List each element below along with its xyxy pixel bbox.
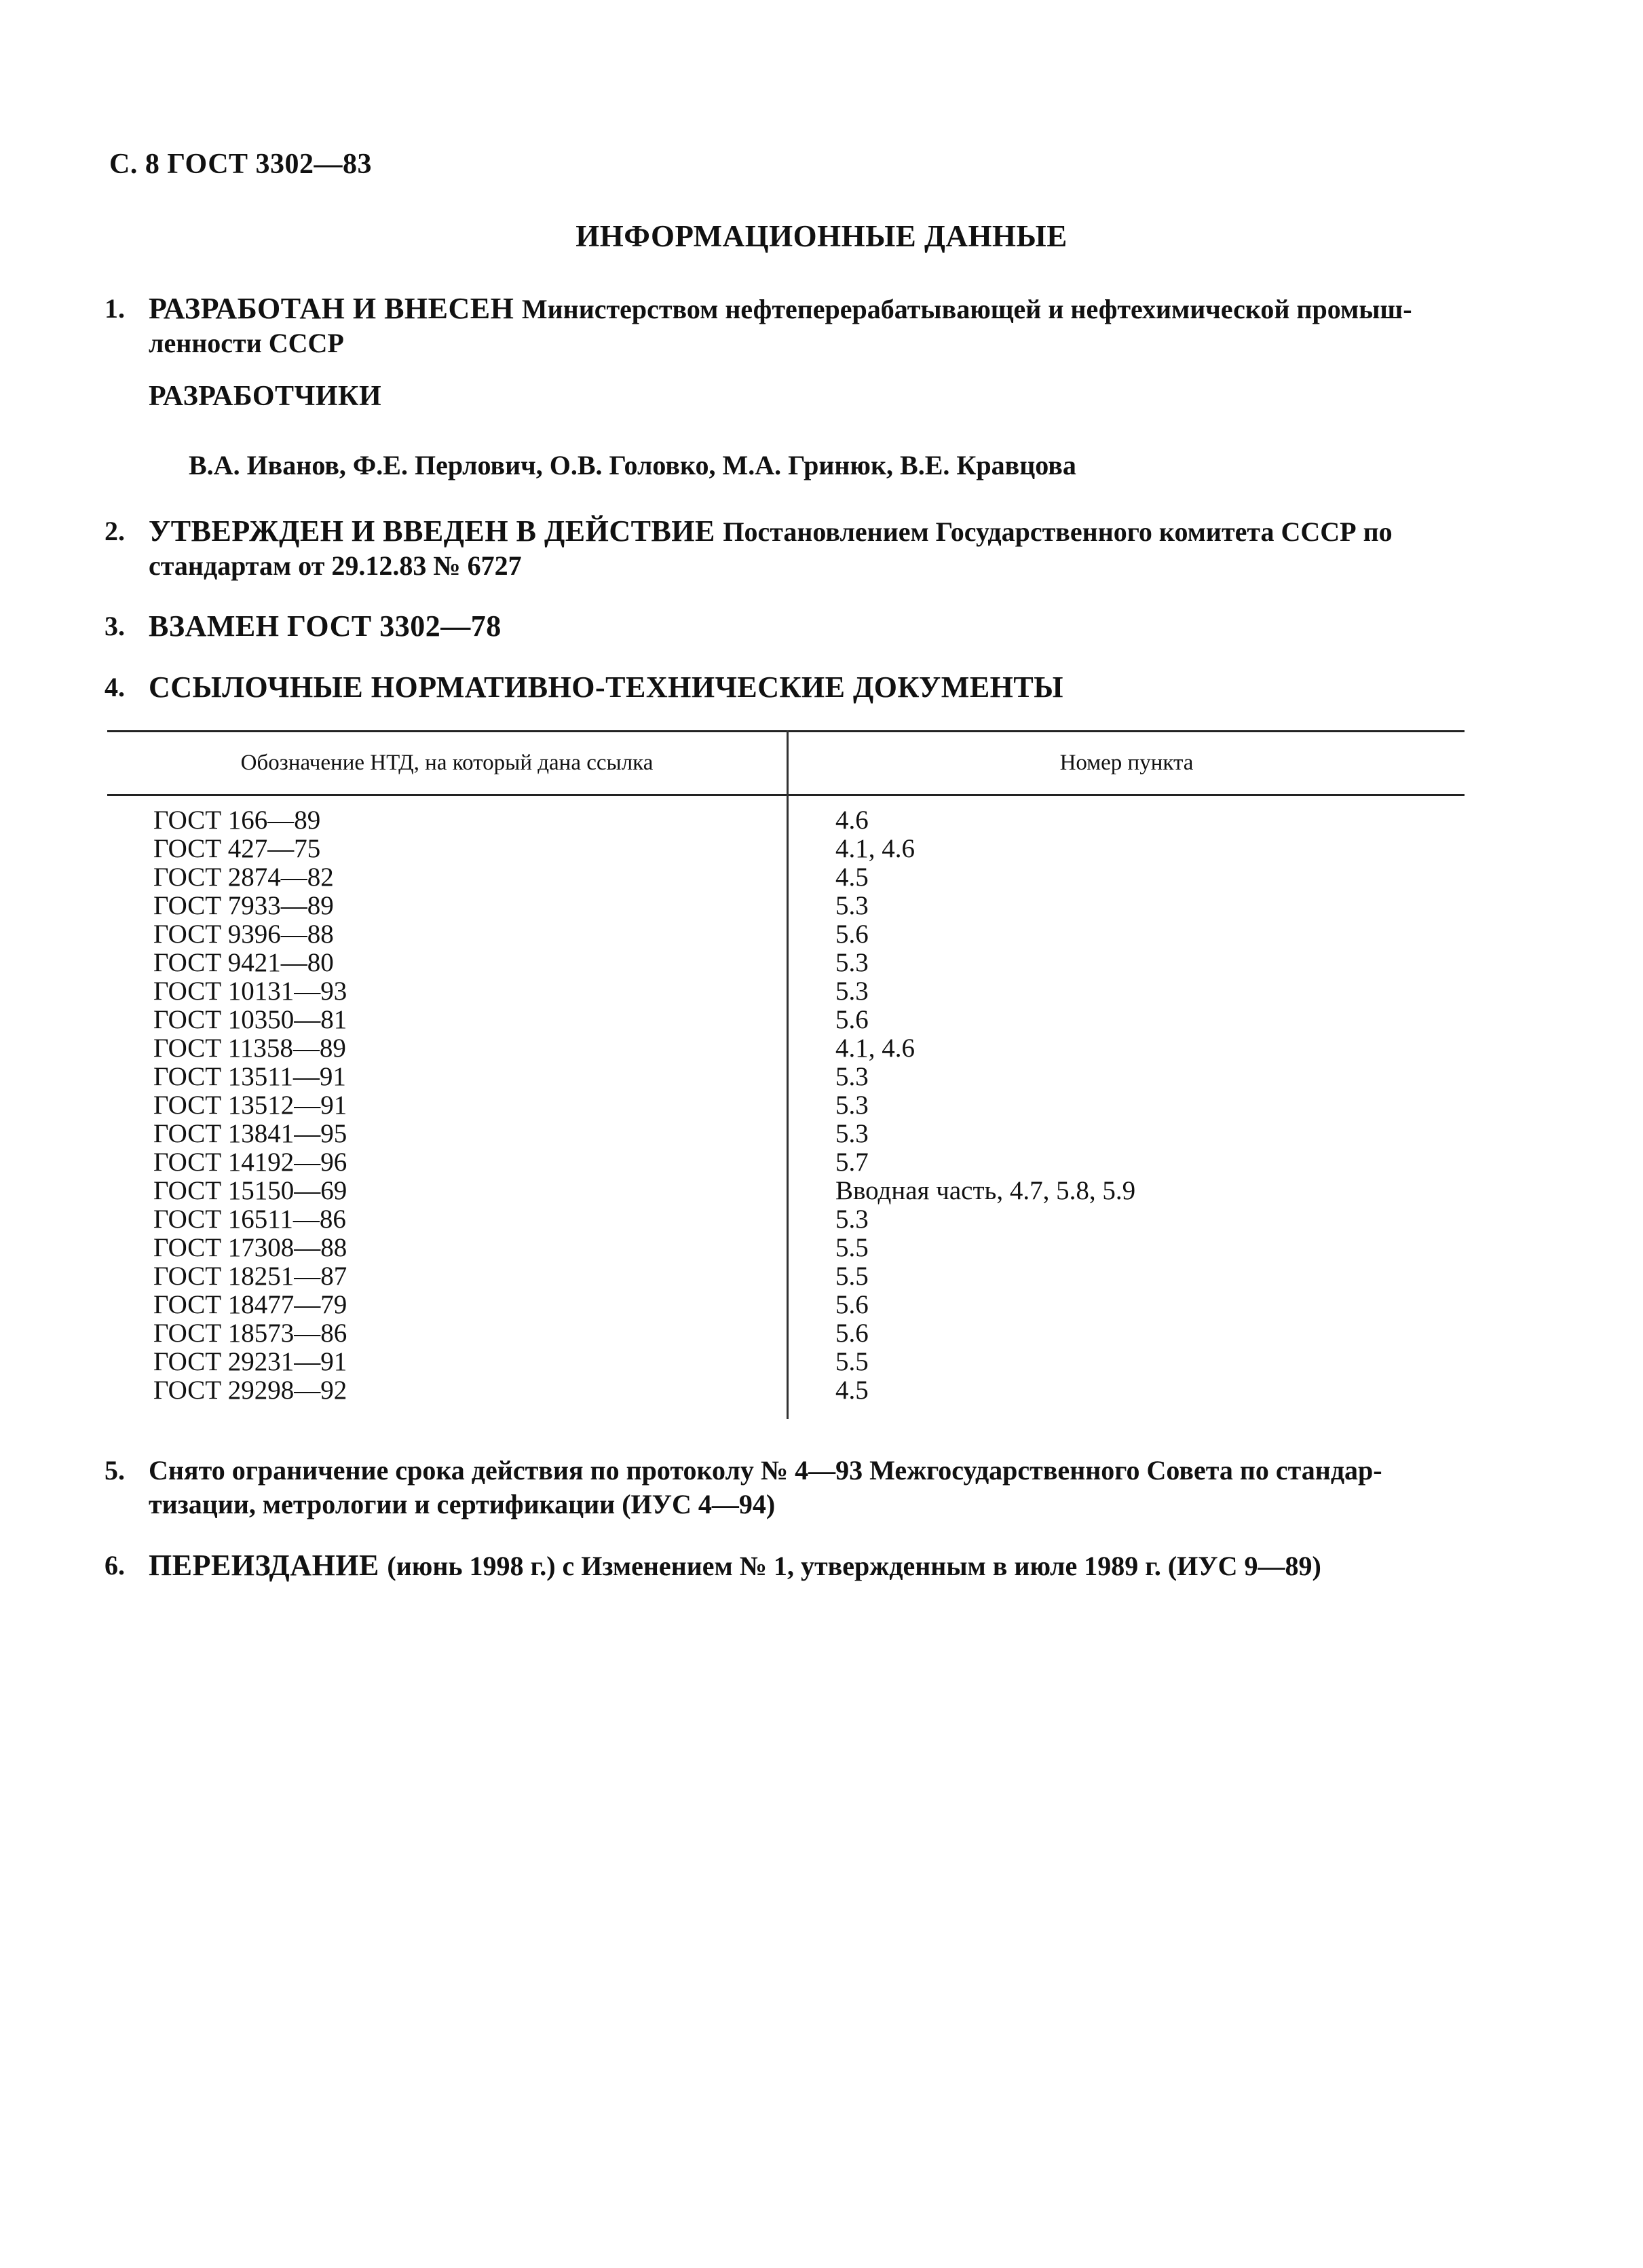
column-header-document: Обозначение НТД, на который дана ссылка xyxy=(240,751,654,775)
table-row xyxy=(107,1177,1465,1205)
cell-clause: 5.3 xyxy=(835,891,869,920)
table-row xyxy=(107,949,1465,977)
cell-clause: 5.3 xyxy=(835,948,869,977)
cell-document: ГОСТ 9396—88 xyxy=(153,920,334,949)
item-number: 1. xyxy=(105,293,125,324)
item-2 xyxy=(105,514,1469,583)
cell-clause: 5.3 xyxy=(835,1205,869,1234)
cell-document: ГОСТ 2874—82 xyxy=(153,863,334,892)
table-row xyxy=(107,1148,1465,1177)
table-row xyxy=(107,977,1465,1006)
cell-clause: 5.3 xyxy=(835,977,869,1006)
item-text xyxy=(149,1454,1469,1522)
page-header: С. 8 ГОСТ 3302—83 xyxy=(109,149,373,180)
cell-clause: Вводная часть, 4.7, 5.8, 5.9 xyxy=(835,1176,1136,1205)
page-title: ИНФОРМАЦИОННЫЕ ДАННЫЕ xyxy=(575,219,1068,253)
cell-clause: 5.6 xyxy=(835,1319,869,1348)
column-header-clause: Номер пункта xyxy=(1059,751,1194,775)
table-row xyxy=(107,835,1465,863)
cell-document: ГОСТ 18251—87 xyxy=(153,1262,347,1291)
cell-clause: 5.3 xyxy=(835,1062,869,1091)
cell-clause: 5.6 xyxy=(835,1005,869,1034)
table-header-rule xyxy=(107,794,1465,796)
table-row xyxy=(107,806,1465,835)
item-number: 6. xyxy=(105,1550,125,1581)
table-row xyxy=(107,1376,1465,1405)
cell-clause: 5.3 xyxy=(835,1091,869,1120)
cell-document: ГОСТ 10131—93 xyxy=(153,977,347,1006)
item-caps-label: ПЕРЕИЗДАНИЕ xyxy=(149,1549,388,1582)
cell-clause: 5.7 xyxy=(835,1148,869,1177)
table-row xyxy=(107,1006,1465,1034)
item-body-continued: тизации, метрологии и сертификации (ИУС 4—94) xyxy=(149,1489,776,1519)
cell-clause: 5.3 xyxy=(835,1119,869,1148)
cell-document: ГОСТ 13512—91 xyxy=(153,1091,347,1120)
item-body: (июнь 1998 г.) с Изменением № 1, утвержденным в июле 1989 г. (ИУС 9—89) xyxy=(387,1551,1321,1581)
table-row xyxy=(107,892,1465,920)
item-3 xyxy=(105,609,1469,644)
cell-document: ГОСТ 14192—96 xyxy=(153,1148,347,1177)
developers-list: В.А. Иванов, Ф.Е. Перлович, О.В. Головко, М.А. Гринюк, В.Е. Кравцова xyxy=(189,450,1076,480)
item-caps-label: РАЗРАБОТАН И ВНЕСЕН xyxy=(149,292,522,325)
cell-document: ГОСТ 18573—86 xyxy=(153,1319,347,1348)
cell-document: ГОСТ 13841—95 xyxy=(153,1119,347,1148)
table-row xyxy=(107,1234,1465,1262)
item-body: Снято ограничение срока действия по протоколу № 4—93 Межгосударственного Совета по стандар- xyxy=(149,1455,1382,1486)
item-caps-label: ВЗАМЕН ГОСТ 3302—78 xyxy=(149,609,502,643)
table-row xyxy=(107,1120,1465,1148)
item-text xyxy=(149,1549,1469,1583)
cell-clause: 5.6 xyxy=(835,1290,869,1319)
item-number: 2. xyxy=(105,516,125,546)
table-row xyxy=(107,1291,1465,1319)
cell-clause: 4.1, 4.6 xyxy=(835,834,915,863)
cell-document: ГОСТ 18477—79 xyxy=(153,1290,347,1319)
cell-document: ГОСТ 29231—91 xyxy=(153,1347,347,1376)
cell-clause: 5.6 xyxy=(835,920,869,949)
table-row xyxy=(107,1063,1465,1091)
cell-document: ГОСТ 10350—81 xyxy=(153,1005,347,1034)
item-5 xyxy=(105,1454,1469,1522)
cell-clause: 4.1, 4.6 xyxy=(835,1034,915,1063)
cell-clause: 4.6 xyxy=(835,806,869,835)
cell-clause: 5.5 xyxy=(835,1347,869,1376)
table-row xyxy=(107,1348,1465,1376)
table-row xyxy=(107,1262,1465,1291)
table-row xyxy=(107,1034,1465,1063)
cell-document: ГОСТ 11358—89 xyxy=(153,1034,346,1063)
cell-document: ГОСТ 13511—91 xyxy=(153,1062,346,1091)
cell-clause: 4.5 xyxy=(835,1376,869,1405)
table-row xyxy=(107,1205,1465,1234)
table-top-rule xyxy=(107,730,1465,732)
item-text xyxy=(149,514,1469,583)
cell-document: ГОСТ 15150—69 xyxy=(153,1176,347,1205)
item-body: Министерством нефтеперерабатывающей и нефтехимической промыш- xyxy=(521,294,1412,324)
developers-heading: РАЗРАБОТЧИКИ xyxy=(149,381,382,412)
cell-clause: 5.5 xyxy=(835,1262,869,1291)
item-1 xyxy=(105,292,1469,360)
item-text xyxy=(149,670,1469,705)
table-row xyxy=(107,863,1465,892)
cell-clause: 4.5 xyxy=(835,863,869,892)
cell-document: ГОСТ 17308—88 xyxy=(153,1233,347,1262)
item-text xyxy=(149,609,1469,644)
table-body xyxy=(107,806,1465,1405)
table-row xyxy=(107,920,1465,949)
item-caps-label: УТВЕРЖДЕН И ВВЕДЕН В ДЕЙСТВИЕ xyxy=(149,514,723,548)
cell-document: ГОСТ 166—89 xyxy=(153,806,321,835)
cell-document: ГОСТ 427—75 xyxy=(153,834,321,863)
item-6 xyxy=(105,1549,1469,1583)
item-caps-label: ССЫЛОЧНЫЕ НОРМАТИВНО-ТЕХНИЧЕСКИЕ ДОКУМЕНТЫ xyxy=(149,670,1063,704)
item-text xyxy=(149,292,1469,360)
item-4 xyxy=(105,670,1469,705)
item-body: Постановлением Государственного комитета СССР по xyxy=(723,516,1393,547)
cell-clause: 5.5 xyxy=(835,1233,869,1262)
cell-document: ГОСТ 7933—89 xyxy=(153,891,334,920)
item-body-continued: ленности СССР xyxy=(149,328,344,358)
item-number: 5. xyxy=(105,1455,125,1486)
cell-document: ГОСТ 29298—92 xyxy=(153,1376,347,1405)
cell-document: ГОСТ 16511—86 xyxy=(153,1205,346,1234)
reference-table xyxy=(107,730,1465,1419)
item-number: 3. xyxy=(105,611,125,641)
item-number: 4. xyxy=(105,672,125,702)
table-row xyxy=(107,1319,1465,1348)
item-body-continued: стандартам от 29.12.83 № 6727 xyxy=(149,550,522,581)
cell-document: ГОСТ 9421—80 xyxy=(153,948,334,977)
table-row xyxy=(107,1091,1465,1120)
